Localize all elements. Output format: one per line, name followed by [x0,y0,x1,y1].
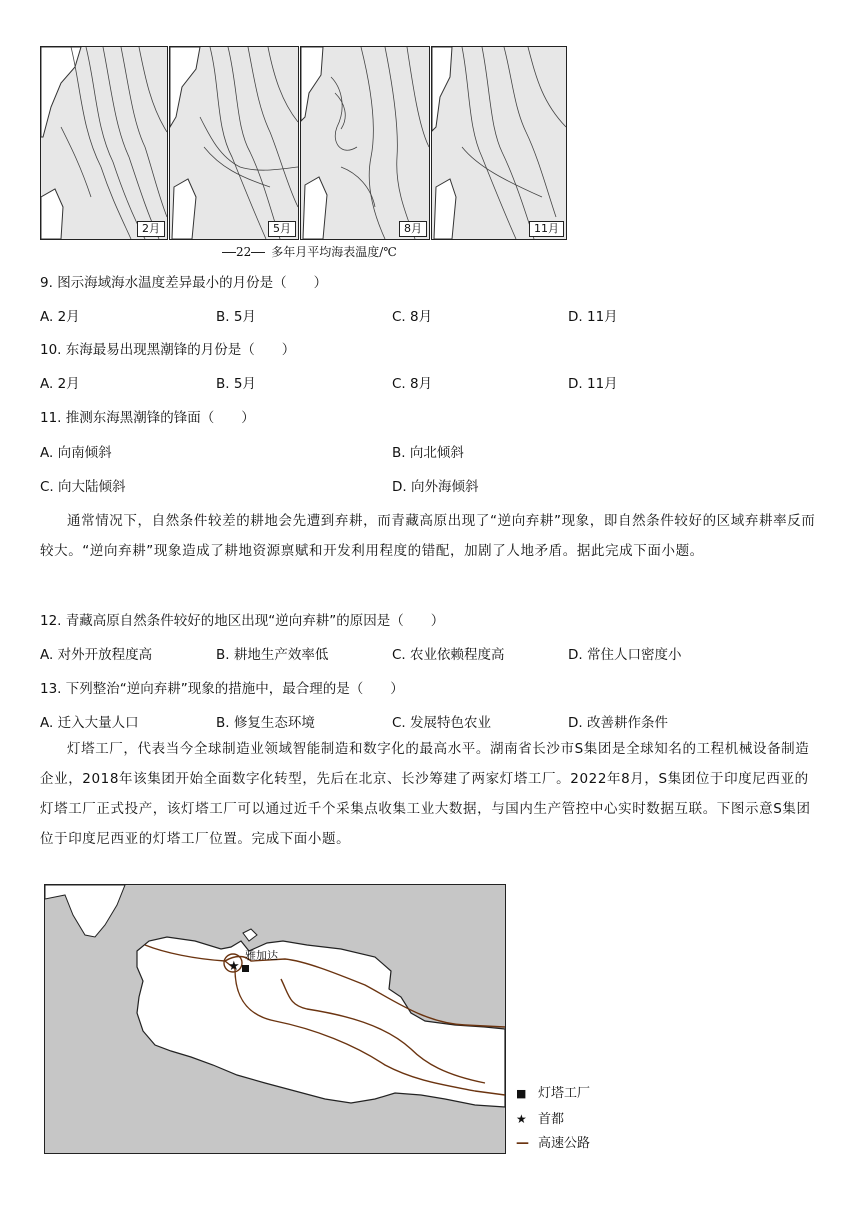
option[interactable]: D. 改善耕作条件 [568,715,668,731]
capital-star-icon: ★ [228,959,240,974]
passage-text: 灯塔工厂，代表当今全球制造业领域智能制造和数字化的最高水平。湖南省长沙市S集团是全球知名的工程机械设备制造企业，2018年该集团开始全面数字化转型，先后在北京、长沙筹建了两家灯塔工厂。2022年8月，S集团位于印度尼西亚的灯塔工厂正式投产，该灯塔工厂可以通过近千个采集点收集工业大数据，与国内生产管控中心实时数据互联。下图示意S集团位于印度尼西亚的灯塔工厂位置。完成下面小题。 [40,741,811,847]
sst-map-feb [40,46,168,240]
sst-map-nov [431,46,567,240]
question-number: 9. [40,275,53,291]
question-stem: 推测东海黑潮锋的锋面（ ） [65,410,255,426]
option[interactable]: C. 8月 [392,376,433,392]
option[interactable]: D. 11月 [568,309,618,325]
legend-capital [516,1111,564,1128]
legend-label: 首都 [538,1112,565,1127]
question-stem: 下列整治“逆向弃耕”现象的措施中，最合理的是（ ） [65,681,404,697]
legend-label: 高速公路 [538,1136,591,1151]
java-map [44,884,506,1154]
legend-label: 灯塔工厂 [538,1086,591,1101]
question-12 [40,612,444,630]
option[interactable]: A. 向南倾斜 [40,445,112,461]
sst-map-aug [300,46,430,240]
question-number: 13. [40,681,62,697]
question-number: 10. [40,342,62,358]
figure-caption [222,244,397,260]
option[interactable]: D. 常住人口密度小 [568,647,682,663]
option[interactable]: D. 11月 [568,376,618,392]
option[interactable]: A. 2月 [40,309,80,325]
legend-symbol-line-icon: — [516,1136,529,1151]
factory-square-icon [242,965,249,972]
contour-map [301,47,429,239]
sst-map-may [169,46,299,240]
caption-contour-value: 22 [236,245,252,259]
option[interactable]: C. 向大陆倾斜 [40,479,126,495]
passage-lighthouse-factory [40,734,820,854]
question-9 [40,274,327,292]
map-svg [45,885,505,1153]
passage-abandoned-farmland [40,506,820,566]
passage-text: 通常情况下，自然条件较差的耕地会先遭到弃耕，而青藏高原出现了“逆向弃耕”现象，即自然条件较好的区域弃耕率反而较大。“逆向弃耕”现象造成了耕地资源禀赋和开发利用程度的错配，加剧了人地矛盾。据此完成下面小题。 [40,513,816,559]
month-label: 2月 [137,221,165,237]
option[interactable]: B. 5月 [216,376,256,392]
option[interactable]: A. 迁入大量人口 [40,715,139,731]
question-11 [40,409,255,427]
question-10 [40,341,295,359]
question-stem: 青藏高原自然条件较好的地区出现“逆向弃耕”的原因是（ ） [65,613,445,629]
option[interactable]: B. 修复生态环境 [216,715,315,731]
legend-symbol-star-icon: ★ [516,1112,527,1126]
option[interactable]: B. 5月 [216,309,256,325]
option[interactable]: B. 耕地生产效率低 [216,647,329,663]
month-label: 5月 [268,221,296,237]
month-label: 8月 [399,221,427,237]
legend-symbol-square-icon: ■ [516,1087,527,1100]
sst-figure [38,42,568,264]
month-label: 11月 [529,221,564,237]
contour-map [170,47,298,239]
option[interactable]: B. 向北倾斜 [392,445,464,461]
option[interactable]: C. 发展特色农业 [392,715,492,731]
question-number: 12. [40,613,62,629]
question-13 [40,680,404,698]
question-stem: 图示海域海水温度差异最小的月份是（ ） [57,275,328,291]
option[interactable]: C. 8月 [392,309,433,325]
legend-highway [516,1136,590,1152]
option[interactable]: A. 2月 [40,376,80,392]
caption-text: 多年月平均海表温度/℃ [271,245,397,259]
question-number: 11. [40,410,62,426]
option[interactable]: A. 对外开放程度高 [40,647,153,663]
question-stem: 东海最易出现黑潮锋的月份是（ ） [65,342,296,358]
legend-factory [516,1086,590,1102]
option[interactable]: C. 农业依赖程度高 [392,647,505,663]
option[interactable]: D. 向外海倾斜 [392,479,479,495]
city-label-jakarta: 雅加达 [245,949,278,962]
contour-map [432,47,566,239]
contour-map [41,47,167,239]
